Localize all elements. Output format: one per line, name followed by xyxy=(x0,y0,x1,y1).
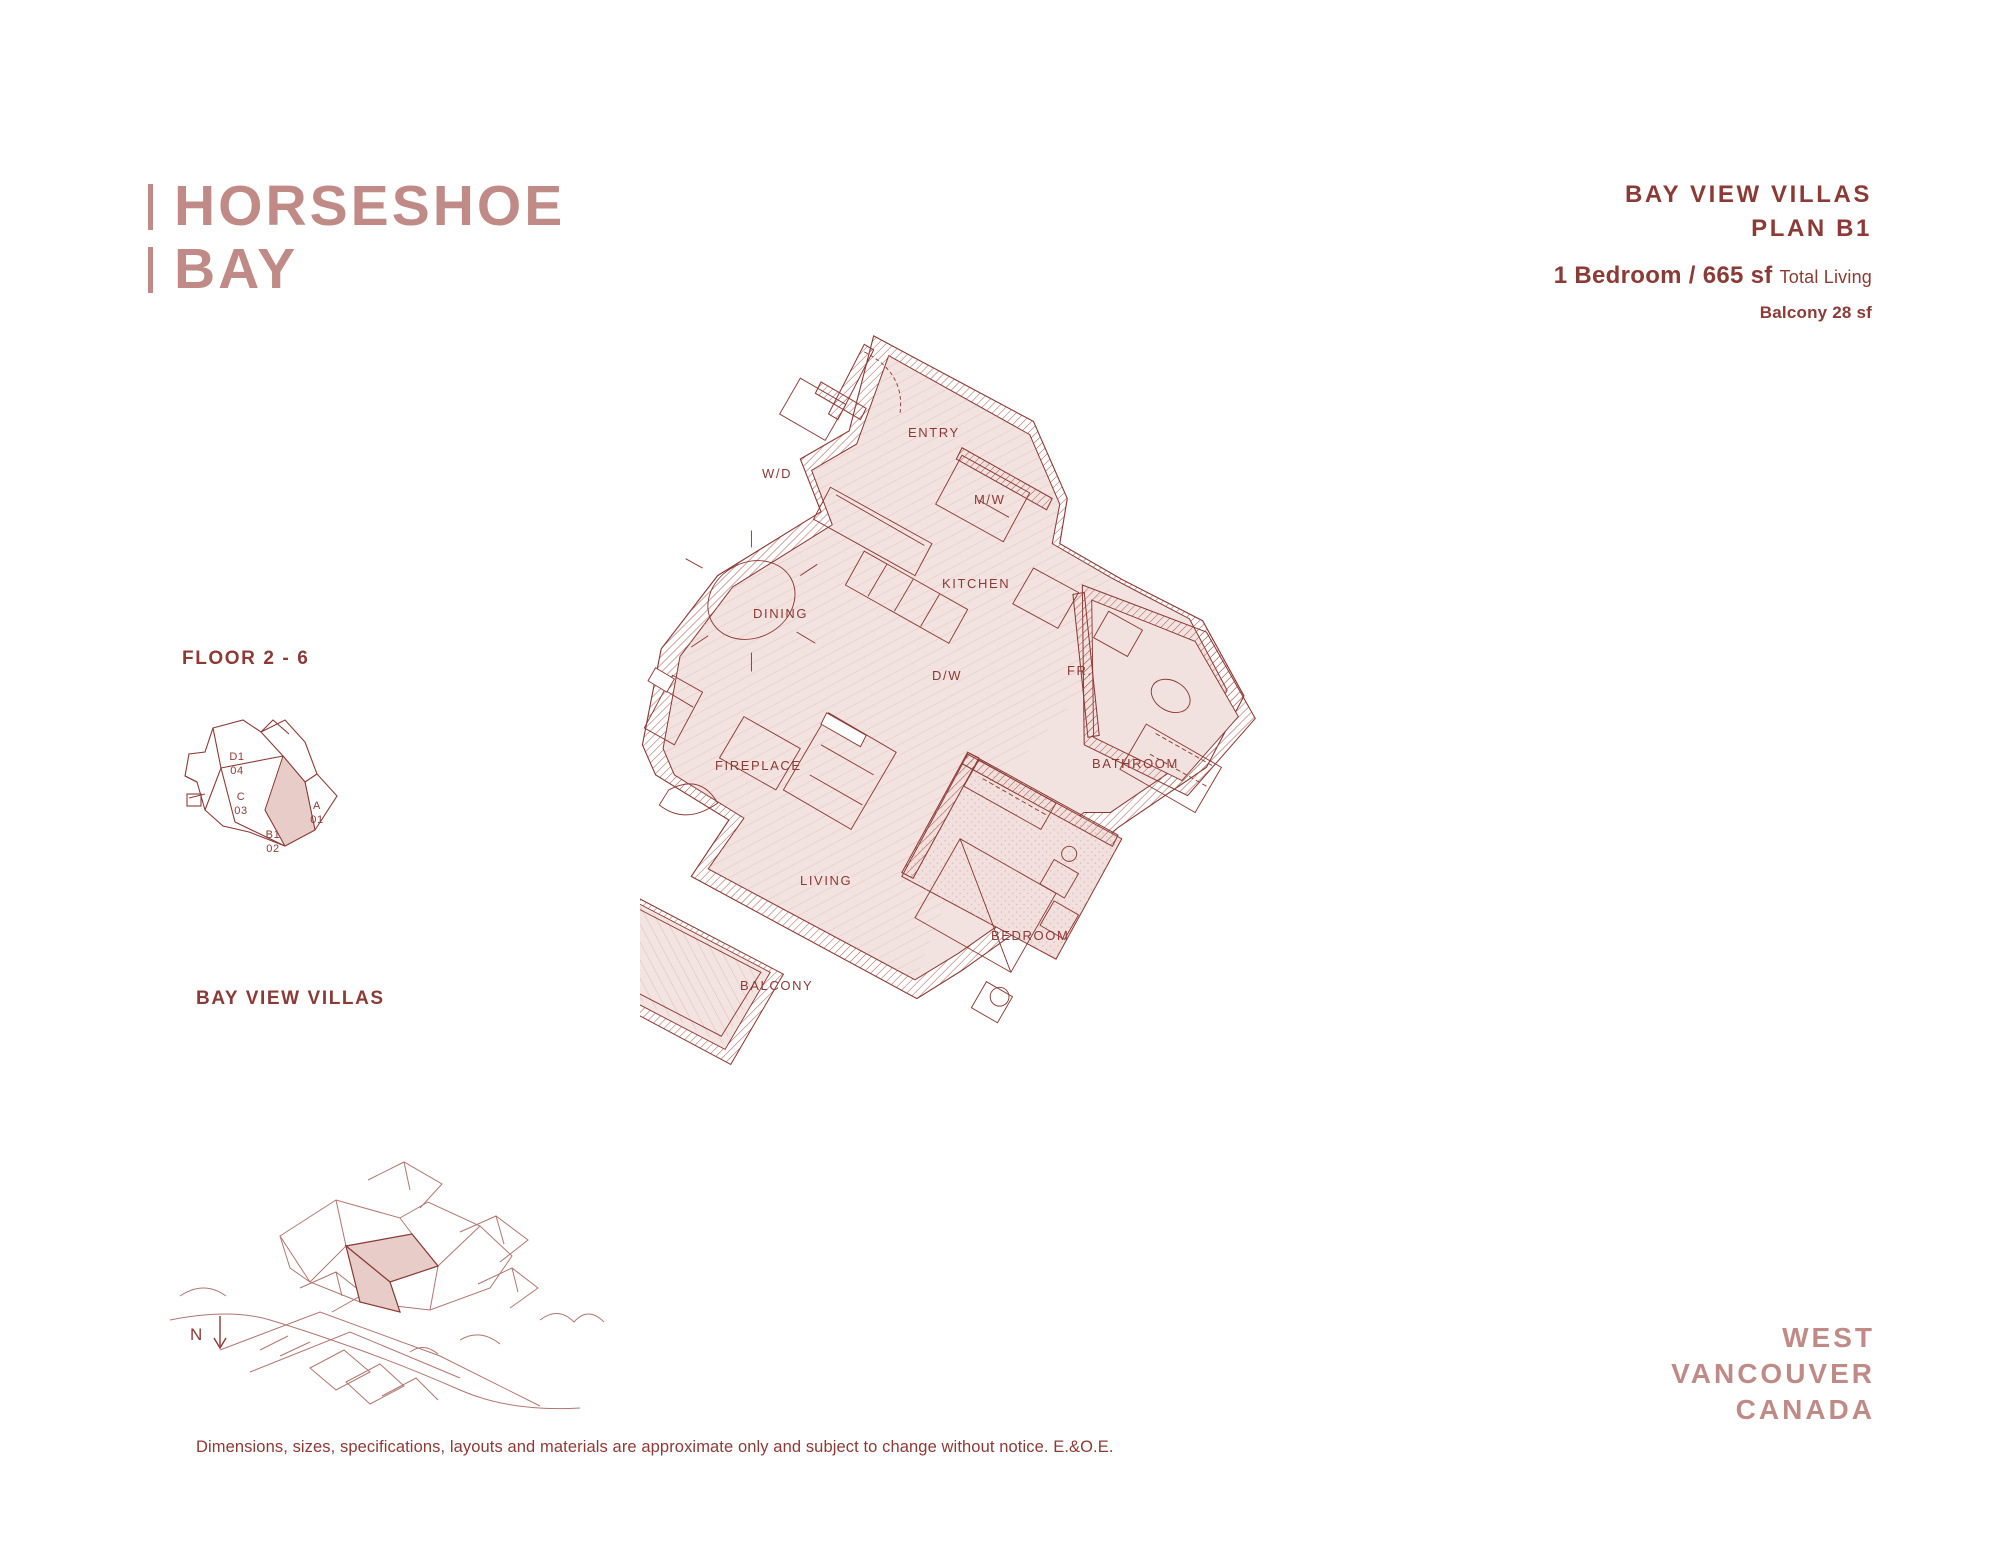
room-label-balcony: BALCONY xyxy=(740,978,814,993)
keyplan-title: FLOOR 2 - 6 xyxy=(182,648,310,669)
room-label-mw: M/W xyxy=(974,492,1006,507)
keyplan-unit-number-3: 02 xyxy=(266,843,280,855)
plan-header xyxy=(1554,178,1872,323)
brand-line-2: BAY xyxy=(148,238,668,301)
unit-size-sub: Total Living xyxy=(1779,267,1872,287)
locale-line-1: WEST xyxy=(1782,1322,1875,1353)
room-label-entry: ENTRY xyxy=(908,425,960,440)
north-letter: N xyxy=(190,1325,203,1344)
keyplan-unit-number-0: 04 xyxy=(230,765,244,777)
room-label-fridge: FR. xyxy=(1067,663,1093,678)
keyplan-unit-number-1: 03 xyxy=(234,805,248,817)
keyplan-unit-plan-0: D1 xyxy=(229,751,245,763)
locale-block xyxy=(1671,1320,1875,1428)
room-label-dining: DINING xyxy=(753,606,809,621)
keyplan-diagram xyxy=(165,690,425,890)
keyplan-unit-number-2: 01 xyxy=(310,814,324,826)
locale-line-2: VANCOUVER xyxy=(1671,1358,1875,1389)
site-title: BAY VIEW VILLAS xyxy=(196,988,385,1009)
room-label-dw: D/W xyxy=(932,668,963,683)
room-label-bedroom: BEDROOM xyxy=(991,928,1070,943)
brand-wordmark xyxy=(148,175,668,301)
locale-line-3: CANADA xyxy=(1735,1394,1875,1425)
north-arrow-icon xyxy=(186,1310,256,1370)
brand-line-1: HORSESHOE xyxy=(148,175,668,238)
room-label-fireplace: FIREPLACE xyxy=(715,758,802,773)
plan-geometry xyxy=(640,336,1255,1065)
room-label-living: LIVING xyxy=(800,873,853,888)
floorplan-drawing xyxy=(640,330,1600,1230)
room-label-bathroom: BATHROOM xyxy=(1092,756,1179,771)
project-name: BAY VIEW VILLAS xyxy=(1624,181,1872,208)
unit-size-main: 1 Bedroom / 665 sf xyxy=(1553,262,1773,289)
keyplan-unit-plan-2: A xyxy=(313,800,321,812)
keyplan-unit-plan-3: B1 xyxy=(265,829,281,841)
plan-name: PLAN B1 xyxy=(1751,215,1872,242)
unit-size xyxy=(1554,260,1872,293)
disclaimer-text: Dimensions, sizes, specifications, layouts and materials are approximate only and subject to change without notice. E.&O.E. xyxy=(196,1438,1114,1456)
balcony-size: Balcony 28 sf xyxy=(1759,303,1872,322)
room-label-wd: W/D xyxy=(762,466,793,481)
keyplan-unit-plan-1: C xyxy=(236,791,246,803)
room-label-kitchen: KITCHEN xyxy=(942,576,1011,591)
